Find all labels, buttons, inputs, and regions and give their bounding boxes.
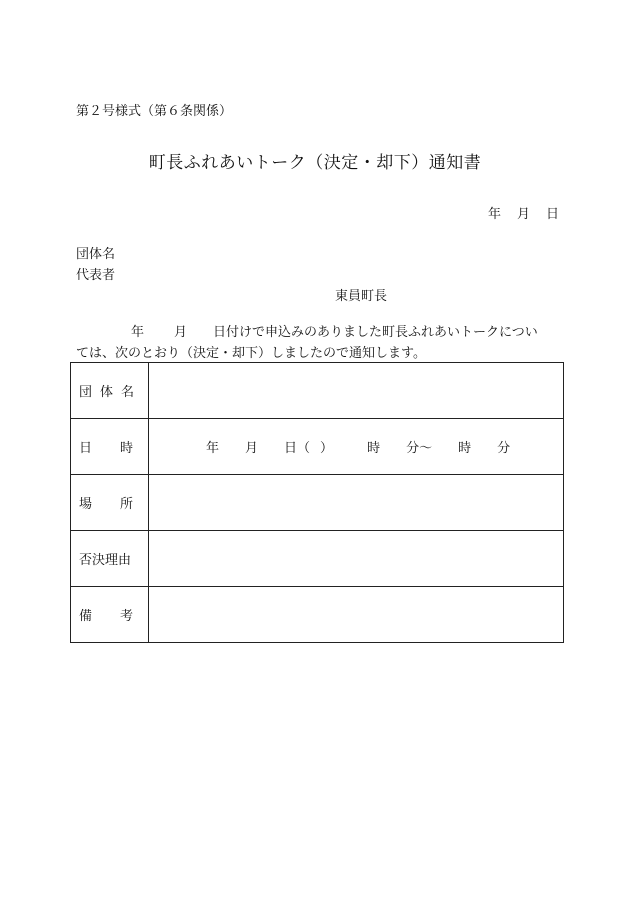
row-group-name xyxy=(71,363,564,419)
cell-place-label: 場 所 xyxy=(71,475,149,531)
body-year: 年 xyxy=(131,325,145,340)
cell-remarks-value xyxy=(149,587,564,643)
cell-group-name-label: 団体名 xyxy=(71,363,149,419)
dt-weekday-close: ） xyxy=(320,441,334,456)
body-paragraph xyxy=(76,322,562,364)
issue-date-day: 日 xyxy=(546,207,560,222)
row-datetime xyxy=(71,419,564,475)
cell-datetime-value xyxy=(149,419,564,475)
sender-name: 東員町長 xyxy=(335,289,388,304)
dt-hour-start: 時 xyxy=(367,441,381,456)
dt-minute-start: 分～ xyxy=(406,441,433,456)
dt-month: 月 xyxy=(245,441,259,456)
recipient-group-label: 団体名 xyxy=(76,247,116,262)
cell-remarks-label: 備 考 xyxy=(71,587,149,643)
row-reason xyxy=(71,531,564,587)
body-month: 月 xyxy=(174,325,188,340)
dt-day: 日（ xyxy=(284,441,311,456)
cell-reason-value xyxy=(149,531,564,587)
issue-date-year: 年 xyxy=(488,207,502,222)
cell-place-value xyxy=(149,475,564,531)
dt-hour-end: 時 xyxy=(458,441,472,456)
issue-date-month: 月 xyxy=(517,207,531,222)
cell-datetime-label: 日 時 xyxy=(71,419,149,475)
cell-reason-label: 否決理由 xyxy=(71,531,149,587)
row-place xyxy=(71,475,564,531)
dt-minute-end: 分 xyxy=(497,441,511,456)
document-title: 町長ふれあいトーク（決定・却下）通知書 xyxy=(148,153,482,173)
form-number: 第２号様式（第６条関係） xyxy=(76,104,233,119)
row-remarks xyxy=(71,587,564,643)
body-line-2: ては、次のとおり（決定・却下）しましたので通知します。 xyxy=(76,346,426,361)
recipient-representative-label: 代表者 xyxy=(76,268,116,283)
body-line-1 xyxy=(76,322,562,343)
body-line-1-text: 日付けで申込みのありました町長ふれあいトークについ xyxy=(213,325,538,340)
cell-group-name-value xyxy=(149,363,564,419)
notice-table xyxy=(70,362,564,643)
issue-date xyxy=(488,203,559,222)
dt-year: 年 xyxy=(206,441,220,456)
